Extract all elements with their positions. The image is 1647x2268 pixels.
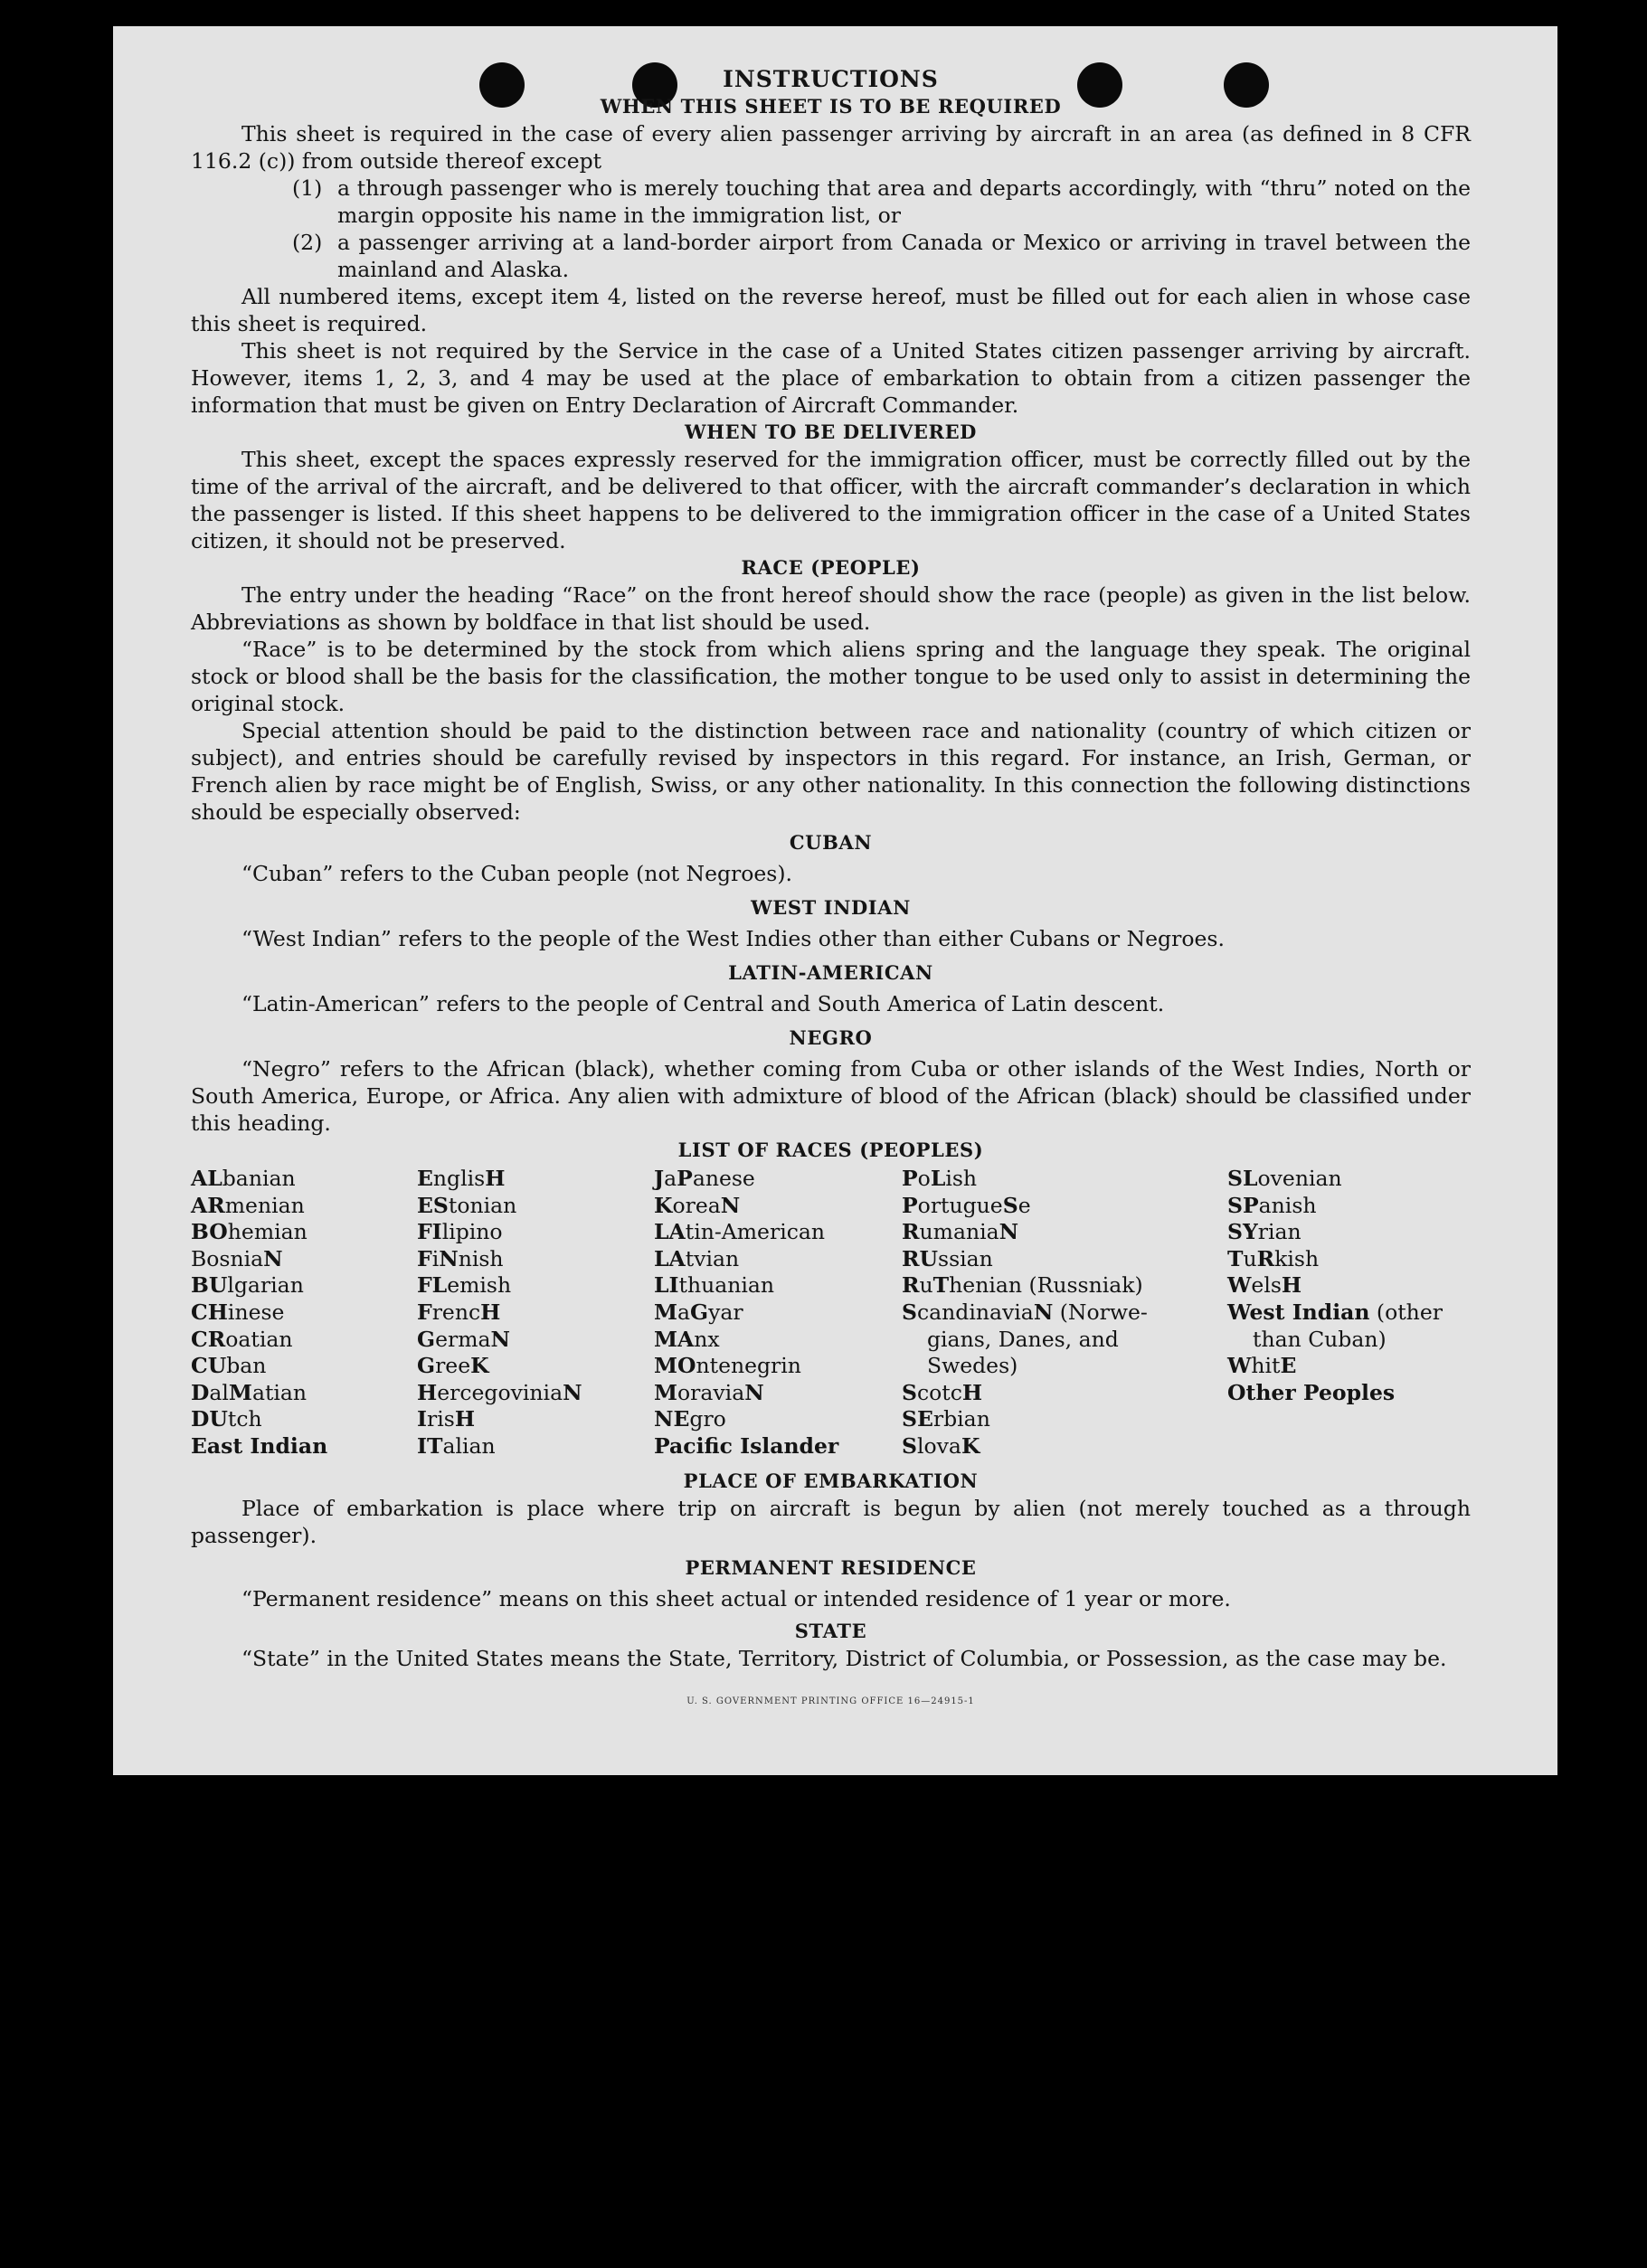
- state-para: “State” in the United States means the State, Territory, District of Columbia, or Possession, as the case may be.: [241, 1645, 1447, 1671]
- race-entry: WhitE: [1227, 1353, 1297, 1379]
- section-title-state: STATE: [794, 1619, 867, 1642]
- latin-american-para: “Latin-American” refers to the people of Central and South America of Latin descent.: [241, 991, 1165, 1016]
- race-entry: LAtin-American: [654, 1219, 826, 1245]
- races-column: [902, 1166, 1169, 1460]
- race-entry: FLemish: [417, 1272, 512, 1299]
- race-entry: West Indian (other: [1227, 1299, 1443, 1325]
- race-entry: CHinese: [191, 1299, 285, 1325]
- race-entry: DalMatian: [191, 1379, 308, 1405]
- race-entry: ITalian: [417, 1432, 496, 1459]
- race-entry: RumaniaN: [902, 1219, 1019, 1245]
- race-para3: Special attention should be paid to the distinction between race and nationality (country of which citizen or subject), and entries should be carefully revised by inspectors in this regard. For instance, an Irish, German, or French alien by race might be of English, Swiss, or any other nationality. In this connection the following distinctions should be especially observed:: [191, 718, 1471, 825]
- race-entry: BosniaN: [191, 1245, 283, 1271]
- race-entry: SLovenian: [1227, 1166, 1342, 1191]
- race-entry: PoLish: [902, 1166, 978, 1191]
- instructions-content: [191, 66, 1471, 1715]
- race-entry: MaGyar: [654, 1299, 743, 1325]
- exception-item: [292, 229, 1471, 283]
- printing-office-footer: U. S. GOVERNMENT PRINTING OFFICE 16—24915-1: [686, 1696, 975, 1706]
- race-entry: ScotcH: [902, 1379, 983, 1405]
- race-entry: than Cuban): [1253, 1326, 1387, 1352]
- embarkation-para: Place of embarkation is place where trip on aircraft is begun by alien (not merely touched as a through passenger).: [191, 1495, 1471, 1548]
- race-entry: KoreaN: [654, 1192, 741, 1218]
- race-entry: EStonian: [417, 1192, 517, 1218]
- race-entry: IrisH: [417, 1406, 476, 1432]
- race-entry: CUban: [191, 1353, 267, 1379]
- section-title-latin-american: LATIN-AMERICAN: [728, 961, 933, 984]
- race-entry: LIthuanian: [654, 1272, 775, 1299]
- race-entry: FrencH: [417, 1299, 501, 1325]
- document-sheet: [113, 26, 1557, 1775]
- race-entry: ALbanian: [191, 1166, 296, 1191]
- race-para1: The entry under the heading “Race” on the front hereof should show the race (people) as given in the list below. Abbreviations as shown by boldface in that list should be used.: [191, 582, 1471, 635]
- race-entry: LAtvian: [654, 1245, 740, 1271]
- section-title-race: RACE (PEOPLE): [741, 556, 921, 579]
- cuban-para: “Cuban” refers to the Cuban people (not Negroes).: [241, 861, 793, 886]
- list-of-races-title: LIST OF RACES (PEOPLES): [677, 1139, 984, 1161]
- race-entry: ARmenian: [191, 1192, 305, 1218]
- exception-item-number: (1): [292, 175, 323, 201]
- race-entry: NEgro: [654, 1406, 726, 1432]
- race-entry: GermaN: [417, 1326, 510, 1352]
- exception-item-number: (2): [292, 230, 323, 255]
- exception-item: [292, 175, 1471, 229]
- race-entry: MoraviaN: [654, 1379, 764, 1405]
- exception-item-text: a passenger arriving at a land-border airport from Canada or Mexico or arriving in travel between the mainland and Alaska.: [337, 230, 1471, 282]
- races-column: [191, 1166, 417, 1460]
- when-required-para3: This sheet is not required by the Service in the case of a United States citizen passenger arriving by aircraft. However, items 1, 2, 3, and 4 may be used at the place of embarkation to obtain from a citizen passenger the information that must be given on Entry Declaration of Aircraft Commander.: [191, 338, 1471, 418]
- race-entry: Other Peoples: [1227, 1379, 1396, 1405]
- race-entry: SPanish: [1227, 1192, 1317, 1218]
- negro-para: “Negro” refers to the African (black), whether coming from Cuba or other islands of the West Indies, North or South America, Europe, or Africa. Any alien with admixture of blood of the African (black) should be classified under this heading.: [191, 1056, 1471, 1136]
- race-entry: GreeK: [417, 1353, 489, 1379]
- race-entry: WelsH: [1227, 1272, 1302, 1299]
- race-entry: FiNnish: [417, 1245, 504, 1271]
- race-entry: RuThenian (Russniak): [902, 1272, 1143, 1299]
- race-entry: EnglisH: [417, 1166, 506, 1191]
- section-title-when-required: WHEN THIS SHEET IS TO BE REQUIRED: [600, 95, 1062, 118]
- race-entry: ScandinaviaN (Norwe-: [902, 1299, 1148, 1325]
- race-entry: gians, Danes, and: [927, 1326, 1119, 1352]
- race-entry: BUlgarian: [191, 1272, 304, 1299]
- when-required-para2: All numbered items, except item 4, listed on the reverse hereof, must be filled out for each alien in whose case this sheet is required.: [191, 284, 1471, 336]
- race-entry: HercegoviniaN: [417, 1379, 582, 1405]
- race-entry: FIlipino: [417, 1219, 503, 1245]
- races-column: [417, 1166, 654, 1460]
- race-entry: DUtch: [191, 1406, 262, 1432]
- section-title-embarkation: PLACE OF EMBARKATION: [683, 1469, 979, 1492]
- race-entry: SErbian: [902, 1406, 990, 1432]
- residence-para: “Permanent residence” means on this sheet actual or intended residence of 1 year or more.: [241, 1585, 1231, 1611]
- race-entry: MOntenegrin: [654, 1353, 801, 1379]
- race-entry: BOhemian: [191, 1219, 308, 1245]
- races-column: [1227, 1166, 1462, 1460]
- race-para2: “Race” is to be determined by the stock from which aliens spring and the language they speak. The original stock or blood shall be the basis for the classification, the mother tongue to be used only to assist in determining the original stock.: [191, 637, 1471, 716]
- race-entry: SYrian: [1227, 1219, 1302, 1245]
- section-title-residence: PERMANENT RESIDENCE: [685, 1555, 977, 1579]
- instructions-heading: INSTRUCTIONS: [723, 66, 939, 92]
- race-entry: CRoatian: [191, 1326, 293, 1352]
- exception-item-text: a through passenger who is merely touching that area and departs accordingly, with “thru” noted on the margin opposite his name in the immigration list, or: [337, 175, 1471, 228]
- race-entry: Pacific Islander: [654, 1432, 839, 1459]
- race-entry: MAnx: [654, 1326, 720, 1352]
- when-required-intro: This sheet is required in the case of every alien passenger arriving by aircraft in an area (as defined in 8 CFR 116.2 (c)) from outside thereof except: [191, 121, 1471, 174]
- races-column: [654, 1166, 902, 1460]
- when-delivered-para: This sheet, except the spaces expressly reserved for the immigration officer, must be correctly filled out by the time of the arrival of the aircraft, and be delivered to that officer, with the aircraft commander’s declaration in which the passenger is listed. If this sheet happens to be delivered to the immigration officer in the case of a United States citizen, it should not be preserved.: [191, 447, 1471, 553]
- section-title-when-delivered: WHEN TO BE DELIVERED: [684, 421, 977, 443]
- race-entry: PortugueSe: [902, 1192, 1031, 1218]
- section-title-cuban: CUBAN: [789, 831, 873, 854]
- race-entry: JaPanese: [654, 1166, 755, 1191]
- race-entry: RUssian: [902, 1245, 993, 1271]
- section-title-west-indian: WEST INDIAN: [751, 896, 911, 919]
- races-list: [191, 1166, 1471, 1460]
- race-entry: SlovaK: [902, 1432, 980, 1459]
- race-entry: TuRkish: [1227, 1245, 1320, 1271]
- race-entry: East Indian: [191, 1432, 328, 1459]
- race-entry: Swedes): [927, 1353, 1018, 1379]
- section-title-negro: NEGRO: [789, 1026, 873, 1049]
- west-indian-para: “West Indian” refers to the people of the West Indies other than either Cubans or Negroes.: [241, 926, 1225, 951]
